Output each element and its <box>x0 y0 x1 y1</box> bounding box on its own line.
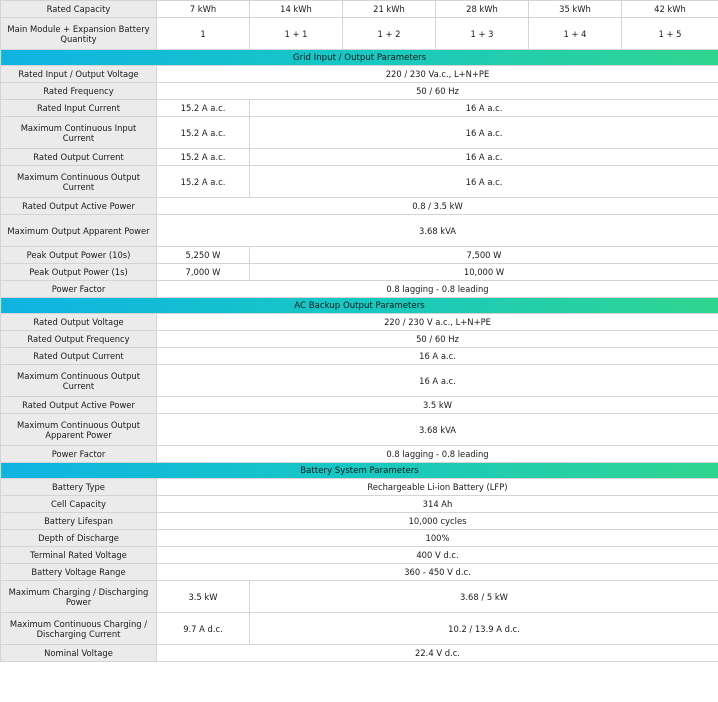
module-cell: 1 + 5 <box>622 18 718 50</box>
value-cell-first: 3.5 kW <box>157 581 250 613</box>
section-title: AC Backup Output Parameters <box>1 298 718 314</box>
value-cell: 16 A a.c. <box>157 348 718 365</box>
table-row <box>1 331 718 348</box>
table-row <box>1 166 718 198</box>
value-cell-rest: 16 A a.c. <box>250 117 718 149</box>
row-label: Depth of Discharge <box>1 530 157 547</box>
row-label: Rated Output Current <box>1 149 157 166</box>
row-label: Maximum Output Apparent Power <box>1 215 157 247</box>
row-label: Rated Input Current <box>1 100 157 117</box>
capacity-cell: 35 kWh <box>529 1 622 18</box>
row-label: Terminal Rated Voltage <box>1 547 157 564</box>
value-cell-first: 15.2 A a.c. <box>157 149 250 166</box>
section-header-battery <box>1 463 718 479</box>
value-cell: 100% <box>157 530 718 547</box>
value-cell: 0.8 / 3.5 kW <box>157 198 718 215</box>
value-cell: 0.8 lagging - 0.8 leading <box>157 281 718 298</box>
row-label: Rated Input / Output Voltage <box>1 66 157 83</box>
capacity-cell: 28 kWh <box>436 1 529 18</box>
value-cell: 3.68 kVA <box>157 215 718 247</box>
value-cell: 3.5 kW <box>157 397 718 414</box>
table-row <box>1 149 718 166</box>
module-row <box>1 18 718 50</box>
table-row <box>1 547 718 564</box>
table-row <box>1 117 718 149</box>
row-label: Rated Output Active Power <box>1 397 157 414</box>
row-label: Rated Output Current <box>1 348 157 365</box>
module-cell: 1 <box>157 18 250 50</box>
value-cell-rest: 3.68 / 5 kW <box>250 581 718 613</box>
table-row <box>1 645 718 662</box>
value-cell-rest: 16 A a.c. <box>250 166 718 198</box>
value-cell-rest: 7,500 W <box>250 247 718 264</box>
row-label: Maximum Continuous Charging / Discharging Current <box>1 613 157 645</box>
capacity-cell: 7 kWh <box>157 1 250 18</box>
table-row <box>1 83 718 100</box>
value-cell: 220 / 230 Va.c., L+N+PE <box>157 66 718 83</box>
row-label: Cell Capacity <box>1 496 157 513</box>
table-row <box>1 66 718 83</box>
row-label: Maximum Charging / Discharging Power <box>1 581 157 613</box>
row-label: Maximum Continuous Output Current <box>1 166 157 198</box>
table-row <box>1 365 718 397</box>
row-label: Main Module + Expansion Battery Quantity <box>1 18 157 50</box>
table-row <box>1 530 718 547</box>
row-label: Rated Capacity <box>1 1 157 18</box>
section-header-grid <box>1 50 718 66</box>
table-row <box>1 496 718 513</box>
table-row <box>1 348 718 365</box>
value-cell-first: 7,000 W <box>157 264 250 281</box>
value-cell: 360 - 450 V d.c. <box>157 564 718 581</box>
table-row <box>1 215 718 247</box>
value-cell: 0.8 lagging - 0.8 leading <box>157 446 718 463</box>
value-cell: 314 Ah <box>157 496 718 513</box>
row-label: Power Factor <box>1 281 157 298</box>
row-label: Maximum Continuous Output Current <box>1 365 157 397</box>
row-label: Peak Output Power (1s) <box>1 264 157 281</box>
table-row <box>1 247 718 264</box>
value-cell: 50 / 60 Hz <box>157 331 718 348</box>
table-row <box>1 513 718 530</box>
table-row <box>1 414 718 446</box>
section-title: Grid Input / Output Parameters <box>1 50 718 66</box>
module-cell: 1 + 3 <box>436 18 529 50</box>
table-row <box>1 581 718 613</box>
value-cell: 50 / 60 Hz <box>157 83 718 100</box>
capacity-row <box>1 1 718 18</box>
row-label: Rated Output Voltage <box>1 314 157 331</box>
value-cell-first: 5,250 W <box>157 247 250 264</box>
module-cell: 1 + 4 <box>529 18 622 50</box>
row-label: Maximum Continuous Input Current <box>1 117 157 149</box>
value-cell-rest: 10.2 / 13.9 A d.c. <box>250 613 718 645</box>
capacity-cell: 14 kWh <box>250 1 343 18</box>
table-row <box>1 446 718 463</box>
row-label: Rated Output Frequency <box>1 331 157 348</box>
value-cell: 220 / 230 V a.c., L+N+PE <box>157 314 718 331</box>
row-label: Nominal Voltage <box>1 645 157 662</box>
value-cell-rest: 10,000 W <box>250 264 718 281</box>
value-cell-first: 9.7 A d.c. <box>157 613 250 645</box>
row-label: Battery Voltage Range <box>1 564 157 581</box>
value-cell: Rechargeable Li-ion Battery (LFP) <box>157 479 718 496</box>
module-cell: 1 + 1 <box>250 18 343 50</box>
row-label: Peak Output Power (10s) <box>1 247 157 264</box>
row-label: Maximum Continuous Output Apparent Power <box>1 414 157 446</box>
row-label: Rated Frequency <box>1 83 157 100</box>
table-row <box>1 264 718 281</box>
value-cell: 3.68 kVA <box>157 414 718 446</box>
value-cell-first: 15.2 A a.c. <box>157 166 250 198</box>
value-cell: 22.4 V d.c. <box>157 645 718 662</box>
section-title: Battery System Parameters <box>1 463 718 479</box>
section-header-backup <box>1 298 718 314</box>
value-cell: 16 A a.c. <box>157 365 718 397</box>
row-label: Rated Output Active Power <box>1 198 157 215</box>
table-row <box>1 314 718 331</box>
table-row <box>1 198 718 215</box>
value-cell: 400 V d.c. <box>157 547 718 564</box>
row-label: Battery Lifespan <box>1 513 157 530</box>
table-row <box>1 479 718 496</box>
value-cell: 10,000 cycles <box>157 513 718 530</box>
row-label: Power Factor <box>1 446 157 463</box>
module-cell: 1 + 2 <box>343 18 436 50</box>
value-cell-rest: 16 A a.c. <box>250 100 718 117</box>
value-cell-rest: 16 A a.c. <box>250 149 718 166</box>
capacity-cell: 21 kWh <box>343 1 436 18</box>
value-cell-first: 15.2 A a.c. <box>157 100 250 117</box>
table-row <box>1 100 718 117</box>
value-cell-first: 15.2 A a.c. <box>157 117 250 149</box>
table-row <box>1 564 718 581</box>
table-row <box>1 613 718 645</box>
table-row <box>1 397 718 414</box>
table-row <box>1 281 718 298</box>
capacity-cell: 42 kWh <box>622 1 718 18</box>
row-label: Battery Type <box>1 479 157 496</box>
